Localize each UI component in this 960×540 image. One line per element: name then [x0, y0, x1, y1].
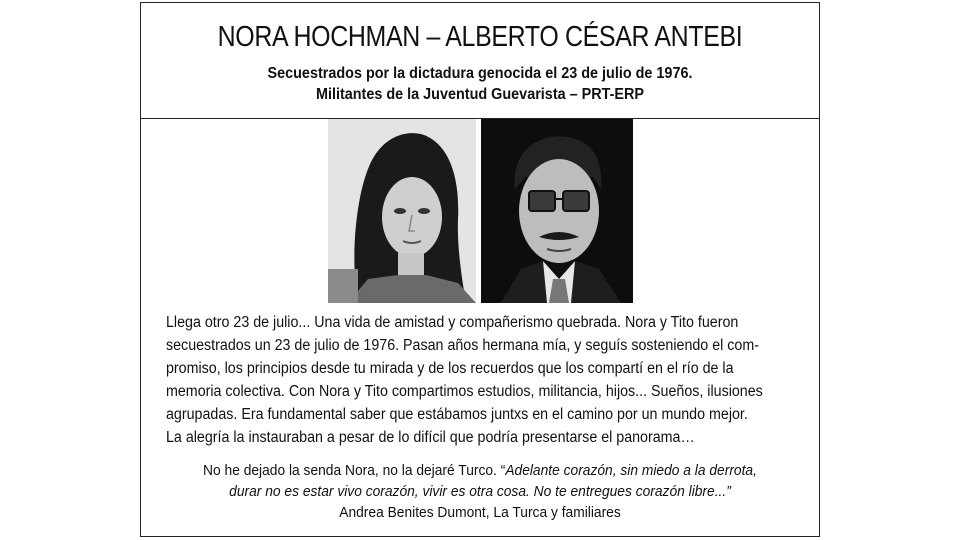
tribute-line: secuestrados un 23 de julio de 1976. Pasan años hermana mía, y seguís sosteniendo el com-: [166, 337, 759, 354]
tribute-line: promiso, los principios desde tu mirada y de los recuerdos que los compartí en el río de la: [166, 360, 734, 377]
closing-line-1: [141, 460, 819, 481]
page-title: NORA HOCHMAN – ALBERTO CÉSAR ANTEBI: [217, 21, 743, 53]
signature-text: Andrea Benites Dumont, La Turca y familiares: [339, 504, 621, 521]
photo-alberto-cesar-antebi: [481, 119, 633, 303]
closing-plain: No he dejado la senda Nora, no la dejaré Turco. “: [203, 462, 506, 479]
tribute-text: [166, 311, 806, 449]
memorial-notice: [140, 2, 820, 537]
tribute-line: agrupadas. Era fundamental saber que estábamos juntxs en el camino por un mundo mejor.: [166, 406, 748, 423]
closing-line-1-text: [168, 460, 792, 481]
tribute-line: Llega otro 23 de julio... Una vida de amistad y compañerismo quebrada. Nora y Tito fueron: [166, 314, 739, 331]
signature: [141, 502, 819, 523]
closing-quote-end: durar no es estar vivo corazón, vivir es otra cosa. No te entregues corazón libre...”: [229, 483, 731, 500]
closing-quote-start: Adelante corazón, sin miedo a la derrota,: [505, 462, 757, 479]
portrait-man-glasses: [481, 119, 633, 303]
tribute-line: memoria colectiva. Con Nora y Tito compartimos estudios, militancia, hijos... Sueños, ilusiones: [166, 383, 763, 400]
subtitle-militancy: Militantes de la Juventud Guevarista – PRT-ERP: [315, 86, 645, 103]
subtitle-kidnapping: Secuestrados por la dictadura genocida el 23 de julio de 1976.: [267, 65, 693, 82]
closing-line-2: [141, 481, 819, 502]
notice-header: [141, 3, 819, 119]
photo-nora-hochman: [328, 119, 476, 303]
tribute-line: La alegría la instauraban a pesar de lo difícil que podría presentarse el panorama…: [166, 429, 695, 446]
portrait-woman: [328, 119, 476, 303]
